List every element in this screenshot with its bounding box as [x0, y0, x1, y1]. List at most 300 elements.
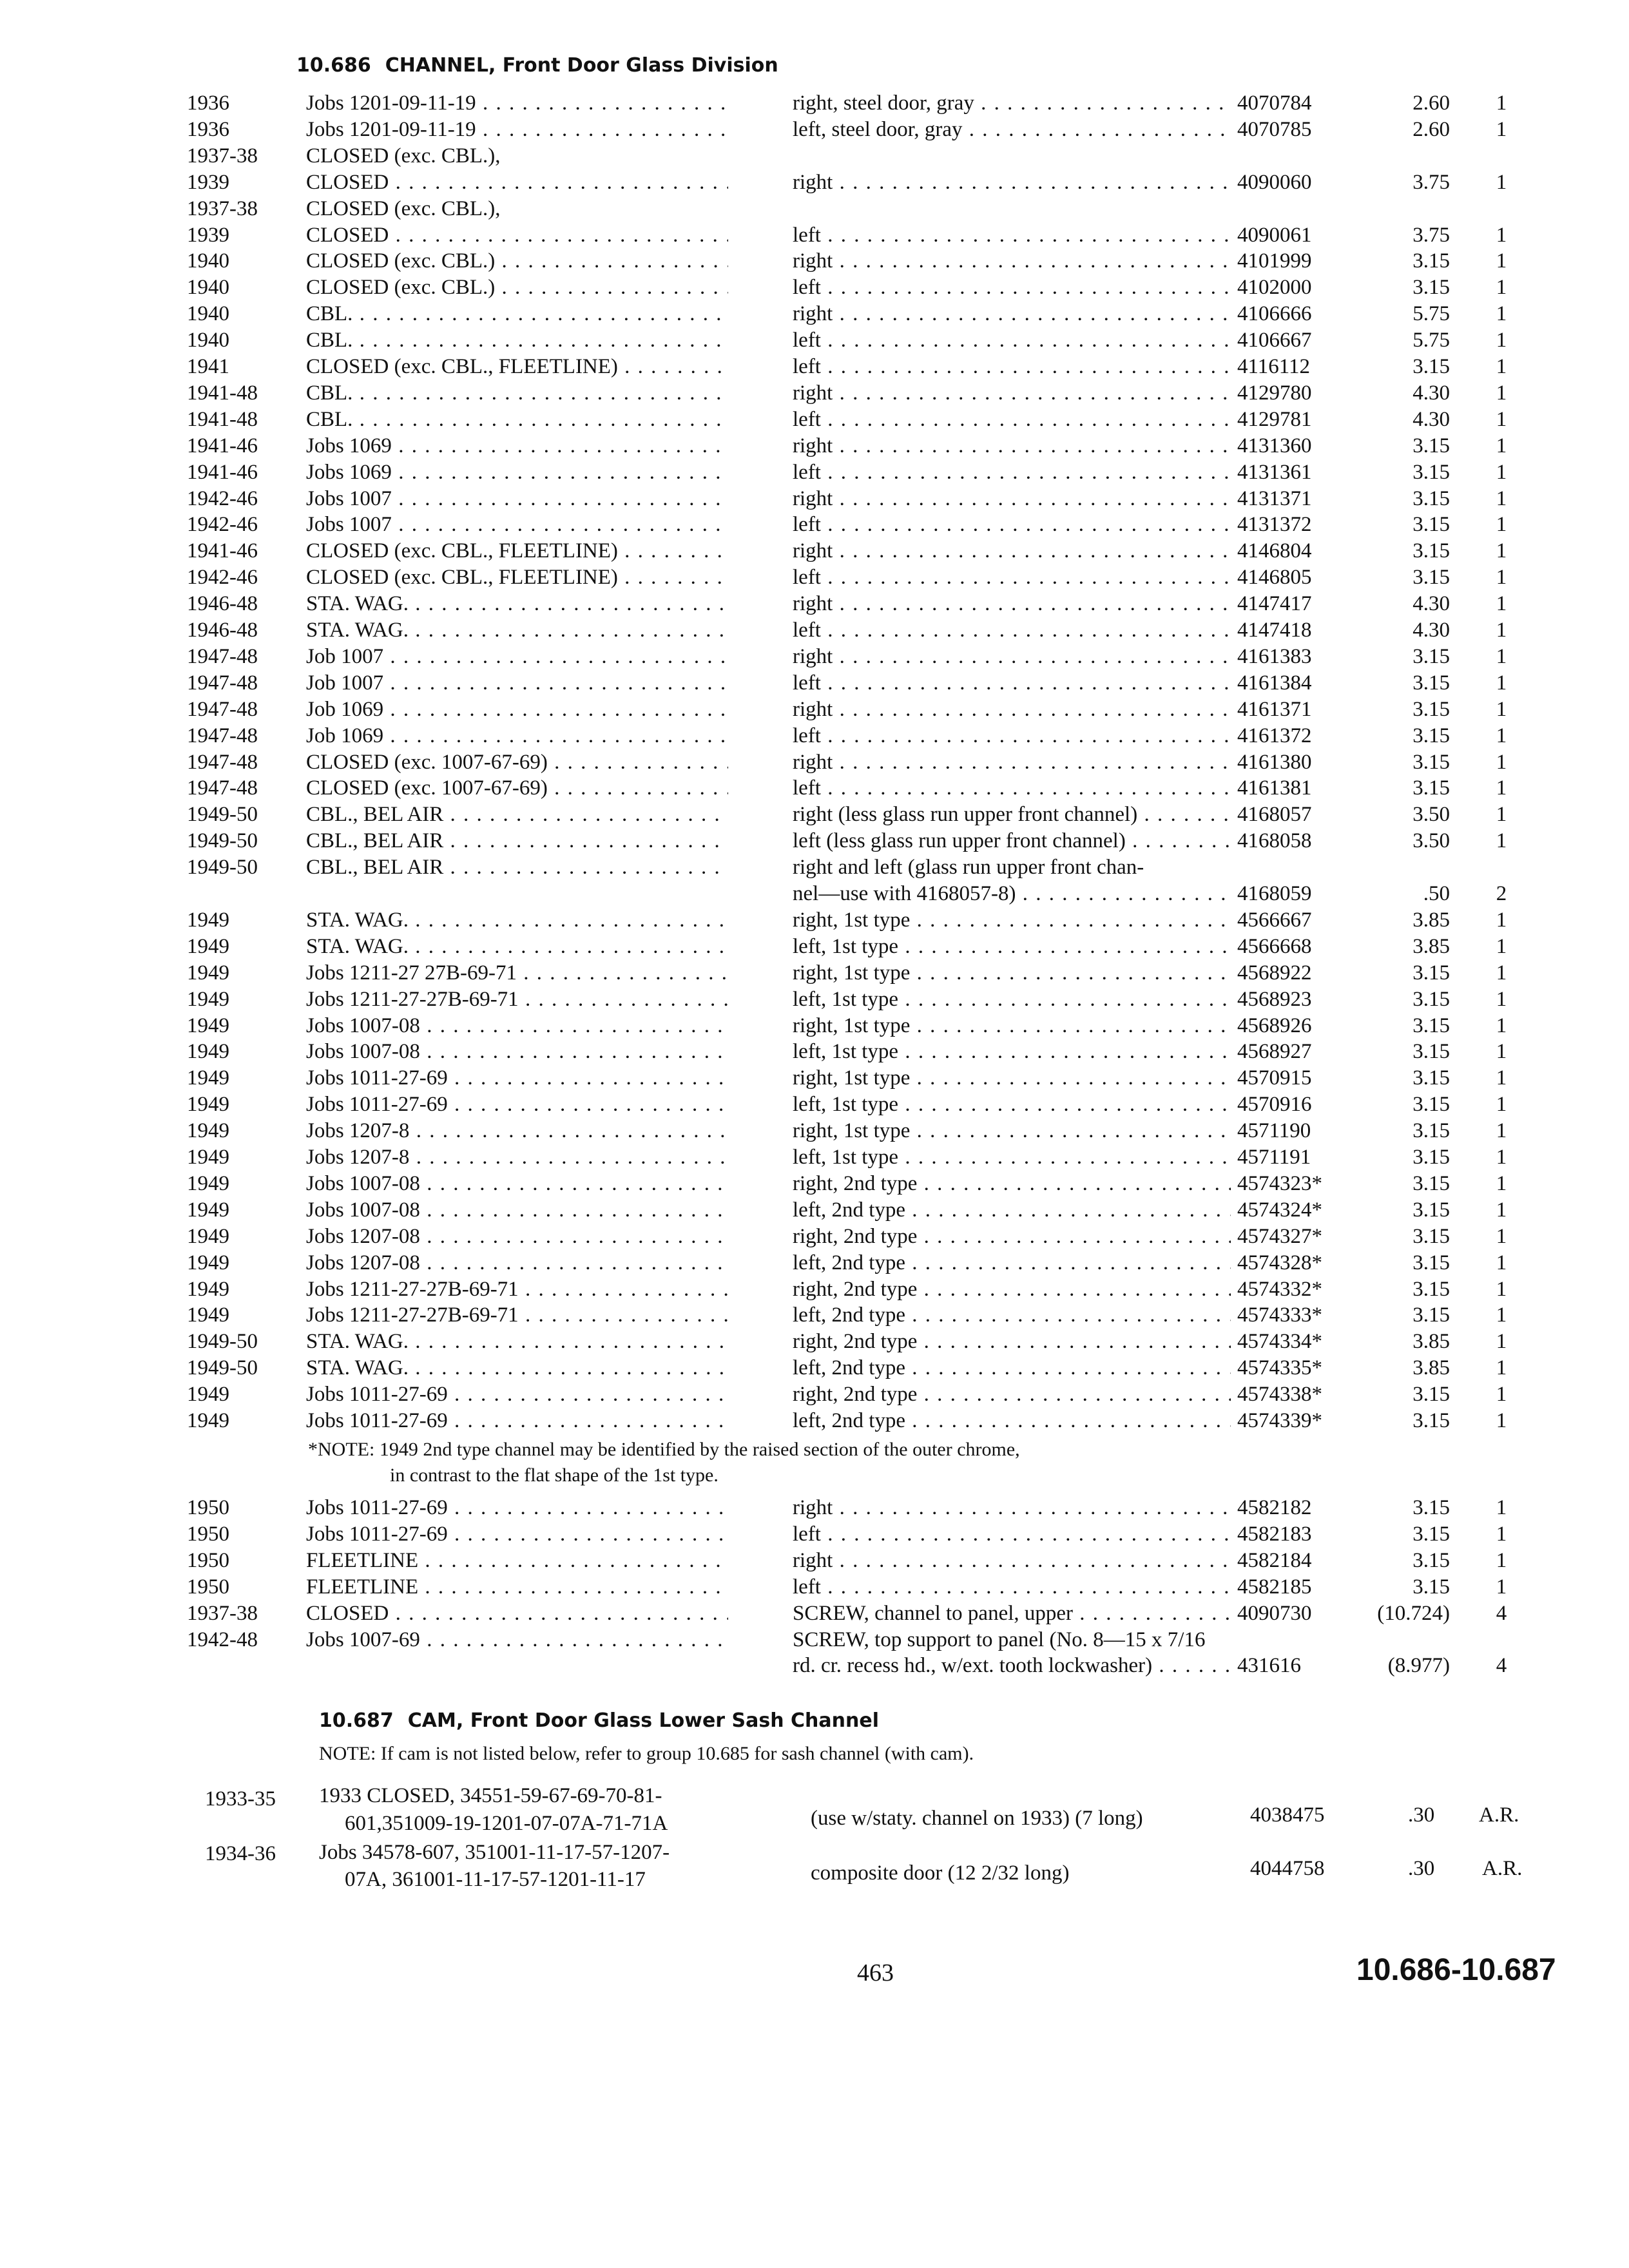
description: right, 2nd type . . .: [793, 1222, 1231, 1251]
description: left, 1st type . . .: [793, 1090, 1231, 1119]
part-number: 4582185: [1237, 1575, 1312, 1599]
year: 1946-48: [187, 619, 258, 642]
year: 1937-38: [187, 144, 258, 168]
year: 1949: [187, 908, 229, 932]
description: left, 1st type . . .: [793, 932, 1231, 961]
quantity: 1: [1496, 644, 1507, 668]
year: 1949: [187, 1066, 229, 1090]
description: left, 2nd type . . .: [793, 1301, 1231, 1329]
year: 1949: [187, 934, 229, 958]
part-number: 4129780: [1237, 381, 1312, 405]
footnote-line-2: in contrast to the flat shape of the 1st type.: [390, 1465, 718, 1486]
table-row: [0, 142, 1629, 170]
table-row: [0, 1249, 1629, 1277]
description: right . . .: [793, 485, 1231, 513]
price: 3.75: [1412, 170, 1450, 194]
year: 1947-48: [187, 724, 258, 747]
description: left, steel door, gray . . .: [793, 115, 1231, 144]
year: 1949: [187, 987, 229, 1011]
year: 1950: [187, 1575, 229, 1599]
table-row: [0, 1064, 1629, 1092]
table-row: [0, 247, 1629, 275]
description: left . . .: [793, 221, 1231, 249]
price: 3.15: [1412, 513, 1450, 537]
table-row: [0, 985, 1629, 1014]
application: Jobs 1007-08 . . .: [306, 1012, 728, 1040]
price: 3.15: [1412, 1575, 1450, 1599]
year: 1949: [187, 961, 229, 985]
application: Jobs 1007-08 . . .: [306, 1037, 728, 1066]
price: 3.85: [1412, 908, 1450, 932]
part-number: 4168058: [1237, 829, 1312, 853]
application: Jobs 1211-27 27B-69-71 . . .: [306, 959, 728, 987]
price: 3.15: [1412, 249, 1450, 273]
part-number: 4574339*: [1237, 1409, 1322, 1432]
price: 3.15: [1412, 1522, 1450, 1546]
table-row: [0, 510, 1629, 539]
year: 1947-48: [187, 671, 258, 695]
price: 4.30: [1412, 619, 1450, 642]
quantity: 1: [1496, 1251, 1507, 1274]
table-row: [0, 326, 1629, 354]
price: 3.15: [1412, 486, 1450, 510]
table-row: [0, 1494, 1629, 1522]
part-number: 4574338*: [1237, 1383, 1322, 1407]
application: CBL. . . .: [306, 379, 728, 407]
table-row: [0, 458, 1629, 486]
year: 1947-48: [187, 697, 258, 721]
table-row: [0, 906, 1629, 934]
description: right . . .: [793, 1546, 1231, 1575]
quantity: 1: [1496, 223, 1507, 247]
description: left, 1st type . . .: [793, 985, 1231, 1014]
description: right, 1st type . . .: [793, 1012, 1231, 1040]
description: left . . .: [793, 722, 1231, 750]
table-row: [0, 932, 1629, 961]
application: Jobs 1011-27-69 . . .: [306, 1090, 728, 1119]
part-number: 4568926: [1237, 1014, 1312, 1037]
application: STA. WAG. . . .: [306, 590, 728, 618]
description: left . . .: [793, 1520, 1231, 1548]
part-number: 4146805: [1237, 566, 1312, 590]
year: 1939: [187, 170, 229, 194]
quantity: 1: [1496, 1277, 1507, 1301]
application: CLOSED (exc. CBL.) . . .: [306, 247, 728, 275]
price: 3.15: [1412, 1119, 1450, 1143]
quantity: 4: [1496, 1601, 1507, 1625]
table-row: [0, 352, 1629, 381]
table-row: [0, 722, 1629, 750]
part-number: 4161384: [1237, 671, 1312, 695]
part-number: 4574328*: [1237, 1251, 1322, 1274]
application: CLOSED (exc. 1007-67-69) . . .: [306, 774, 728, 802]
price: 3.15: [1412, 1224, 1450, 1248]
description: right . . .: [793, 642, 1231, 671]
table-row: [0, 273, 1629, 302]
table-row: [0, 879, 1629, 908]
description: left . . .: [793, 563, 1231, 591]
description: rd. cr. recess hd., w/ext. tooth lockwasher) . . .: [793, 1651, 1231, 1680]
part-number: 4070785: [1237, 117, 1312, 141]
application: CBL., BEL AIR . . .: [306, 800, 728, 829]
part-number: 431616: [1237, 1654, 1301, 1678]
quantity: 1: [1496, 1522, 1507, 1546]
quantity: 1: [1496, 513, 1507, 537]
application-line-2: 07A, 361001-11-17-57-1201-11-17: [345, 1868, 646, 1891]
price: 2.60: [1412, 117, 1450, 141]
table-row: [0, 1090, 1629, 1119]
description: SCREW, top support to panel (No. 8—15 x 7/16: [793, 1628, 1206, 1651]
quantity: 1: [1496, 592, 1507, 616]
description: right, 1st type . . .: [793, 1117, 1231, 1145]
price: 3.15: [1412, 1198, 1450, 1222]
table-row: [0, 1651, 1629, 1680]
table-row: [0, 537, 1629, 565]
price: 3.15: [1412, 671, 1450, 695]
description: composite door (12 2/32 long): [811, 1861, 1070, 1885]
table-row: [0, 669, 1629, 697]
price: 3.15: [1412, 1548, 1450, 1572]
quantity: 1: [1496, 276, 1507, 300]
description: left . . .: [793, 352, 1231, 381]
application-line-2: 601,351009-19-1201-07-07A-71-71A: [345, 1812, 668, 1835]
year: 1949: [187, 1093, 229, 1117]
description: left, 1st type . . .: [793, 1143, 1231, 1171]
application: Jobs 1007 . . .: [306, 485, 728, 513]
application: Job 1007 . . .: [306, 642, 728, 671]
table-row: [0, 1301, 1629, 1329]
quantity: 1: [1496, 1409, 1507, 1432]
price: 3.15: [1412, 1066, 1450, 1090]
price: 3.85: [1412, 934, 1450, 958]
part-number: 4582184: [1237, 1548, 1312, 1572]
description: left, 2nd type . . .: [793, 1196, 1231, 1224]
price: 2.60: [1412, 91, 1450, 115]
quantity: 1: [1496, 829, 1507, 853]
description: left . . .: [793, 458, 1231, 486]
part-number: 4090061: [1237, 223, 1312, 247]
quantity: 1: [1496, 1040, 1507, 1064]
price: 3.15: [1412, 1409, 1450, 1432]
price: 3.15: [1412, 434, 1450, 457]
part-number: 4571190: [1237, 1119, 1311, 1143]
price: 3.15: [1412, 1496, 1450, 1519]
quantity: 1: [1496, 1383, 1507, 1407]
quantity: 1: [1496, 776, 1507, 800]
table-row: [0, 1143, 1629, 1171]
year: 1936: [187, 91, 229, 115]
quantity: 1: [1496, 1330, 1507, 1354]
price: 3.15: [1412, 776, 1450, 800]
year: 1934-36: [205, 1842, 276, 1865]
table-row: [0, 300, 1629, 328]
year: 1949: [187, 1251, 229, 1274]
quantity: 1: [1496, 249, 1507, 273]
application: Jobs 1011-27-69 . . .: [306, 1407, 728, 1435]
price: 3.15: [1412, 961, 1450, 985]
price: 3.50: [1412, 829, 1450, 853]
description: right, 2nd type . . .: [793, 1275, 1231, 1303]
part-number: 4168059: [1237, 882, 1312, 905]
part-number: 4131371: [1237, 486, 1312, 510]
quantity: 1: [1496, 407, 1507, 431]
description: left, 2nd type . . .: [793, 1249, 1231, 1277]
description: left . . .: [793, 273, 1231, 302]
table-row: [0, 1354, 1629, 1382]
year: 1933-35: [205, 1787, 276, 1811]
table-row: [0, 1626, 1629, 1654]
part-number: 4582183: [1237, 1522, 1312, 1546]
price: (10.724): [1377, 1601, 1450, 1625]
quantity: 1: [1496, 1198, 1507, 1222]
part-number: 4566668: [1237, 934, 1312, 958]
part-number: 4582182: [1237, 1496, 1312, 1519]
description: right . . .: [793, 748, 1231, 776]
price: 3.15: [1412, 1093, 1450, 1117]
year: 1946-48: [187, 592, 258, 616]
quantity: 1: [1496, 1014, 1507, 1037]
part-number: 4161380: [1237, 750, 1312, 774]
part-number: 4161372: [1237, 724, 1312, 747]
description: right (less glass run upper front channel) . . .: [793, 800, 1231, 829]
application: CLOSED (exc. CBL., FLEETLINE) . . .: [306, 537, 728, 565]
description: nel—use with 4168057-8) . . .: [793, 879, 1231, 908]
table-row: [0, 89, 1629, 117]
description: right . . .: [793, 537, 1231, 565]
year: 1942-46: [187, 513, 258, 537]
part-number: 4038475: [1250, 1803, 1325, 1827]
year: 1937-38: [187, 197, 258, 220]
application: CLOSED (exc. CBL., FLEETLINE) . . .: [306, 563, 728, 591]
table-row: [0, 1037, 1629, 1066]
year: 1949: [187, 1224, 229, 1248]
year: 1941-48: [187, 381, 258, 405]
application: STA. WAG. . . .: [306, 906, 728, 934]
quantity: 4: [1496, 1654, 1507, 1678]
year: 1949: [187, 1383, 229, 1407]
price: 3.15: [1412, 566, 1450, 590]
application: Jobs 1069 . . .: [306, 458, 728, 486]
description: left, 1st type . . .: [793, 1037, 1231, 1066]
price: 3.75: [1412, 223, 1450, 247]
price: 3.15: [1412, 1014, 1450, 1037]
year: 1947-48: [187, 644, 258, 668]
price: 5.75: [1412, 329, 1450, 352]
table-row: [0, 695, 1629, 724]
part-number: 4161371: [1237, 697, 1312, 721]
quantity: A.R.: [1482, 1857, 1523, 1880]
application: CLOSED (exc. CBL.) . . .: [306, 273, 728, 302]
year: 1949-50: [187, 829, 258, 853]
quantity: 1: [1496, 697, 1507, 721]
application: Jobs 1207-8 . . .: [306, 1117, 728, 1145]
price: 3.15: [1412, 750, 1450, 774]
quantity: 1: [1496, 987, 1507, 1011]
year: 1941: [187, 355, 229, 378]
price: 3.15: [1412, 987, 1450, 1011]
year: 1940: [187, 249, 229, 273]
price: 3.50: [1412, 803, 1450, 827]
description: right . . .: [793, 247, 1231, 275]
year: 1949: [187, 1303, 229, 1327]
year: 1949: [187, 1146, 229, 1169]
table-row: [0, 432, 1629, 460]
description: right, 1st type . . .: [793, 1064, 1231, 1092]
quantity: 1: [1496, 1146, 1507, 1169]
table-row: [0, 1599, 1629, 1628]
year: 1950: [187, 1548, 229, 1572]
price: .30: [1408, 1857, 1435, 1880]
description: left . . .: [793, 510, 1231, 539]
year: 1941-48: [187, 407, 258, 431]
description: left . . .: [793, 616, 1231, 644]
quantity: 1: [1496, 619, 1507, 642]
price: 3.85: [1412, 1356, 1450, 1380]
year: 1949: [187, 1198, 229, 1222]
table-row: [0, 168, 1629, 197]
footnote-line-1: *NOTE: 1949 2nd type channel may be identified by the raised section of the outer chrome,: [308, 1439, 1020, 1460]
part-number: 4147418: [1237, 619, 1312, 642]
year: 1949-50: [187, 803, 258, 827]
application: FLEETLINE . . .: [306, 1573, 728, 1601]
part-number: 4090060: [1237, 170, 1312, 194]
table-row: [0, 115, 1629, 144]
part-number: 4574335*: [1237, 1356, 1322, 1380]
quantity: 1: [1496, 91, 1507, 115]
price: 3.15: [1412, 1277, 1450, 1301]
description: right . . .: [793, 695, 1231, 724]
table-row: [0, 959, 1629, 987]
table-row: [0, 1196, 1629, 1224]
description: right . . .: [793, 168, 1231, 197]
quantity: 1: [1496, 803, 1507, 827]
quantity: 1: [1496, 329, 1507, 352]
year: 1936: [187, 117, 229, 141]
application: CBL. . . .: [306, 300, 728, 328]
table-row: [0, 1117, 1629, 1145]
application: Jobs 1011-27-69 . . .: [306, 1520, 728, 1548]
table-row: [0, 827, 1629, 855]
year: 1941-46: [187, 460, 258, 484]
price: 3.15: [1412, 460, 1450, 484]
description: left, 2nd type . . .: [793, 1407, 1231, 1435]
price: 5.75: [1412, 302, 1450, 326]
part-number: 4147417: [1237, 592, 1312, 616]
description: left . . .: [793, 326, 1231, 354]
price: 3.15: [1412, 1251, 1450, 1274]
application: CLOSED (exc. 1007-67-69) . . .: [306, 748, 728, 776]
quantity: 1: [1496, 908, 1507, 932]
table-row: [0, 379, 1629, 407]
year: 1942-46: [187, 566, 258, 590]
description: (use w/staty. channel on 1933) (7 long): [811, 1807, 1143, 1830]
application-line-1: Jobs 34578-607, 351001-11-17-57-1207-: [319, 1841, 670, 1864]
table-row: [0, 1546, 1629, 1575]
year: 1941-46: [187, 434, 258, 457]
part-number: 4116112: [1237, 355, 1311, 378]
description: left . . .: [793, 1573, 1231, 1601]
table-row: [0, 590, 1629, 618]
quantity: 1: [1496, 486, 1507, 510]
year: 1947-48: [187, 750, 258, 774]
section-heading: CAM, Front Door Glass Lower Sash Channel: [407, 1709, 880, 1732]
price: 3.15: [1412, 539, 1450, 563]
description: right . . .: [793, 432, 1231, 460]
quantity: 1: [1496, 1356, 1507, 1380]
year: 1950: [187, 1496, 229, 1519]
price: .50: [1423, 882, 1450, 905]
table-row: [0, 221, 1629, 249]
year: 1949: [187, 1040, 229, 1064]
price: (8.977): [1387, 1654, 1450, 1678]
part-number: 4131360: [1237, 434, 1312, 457]
part-number: 4568923: [1237, 987, 1312, 1011]
price: .30: [1408, 1803, 1435, 1827]
application: STA. WAG. . . .: [306, 1327, 728, 1356]
year: 1949: [187, 1014, 229, 1037]
table-row: [0, 1380, 1629, 1408]
part-number: 4131361: [1237, 460, 1312, 484]
table-row: [0, 774, 1629, 802]
year: 1940: [187, 276, 229, 300]
quantity: 1: [1496, 566, 1507, 590]
page-number: 463: [857, 1959, 894, 1986]
description: left . . .: [793, 405, 1231, 434]
section-10686-title: [296, 54, 778, 77]
year: 1940: [187, 329, 229, 352]
application: STA. WAG. . . .: [306, 932, 728, 961]
part-number: 4101999: [1237, 249, 1312, 273]
quantity: 1: [1496, 355, 1507, 378]
description: SCREW, channel to panel, upper . . .: [793, 1599, 1231, 1628]
application: Jobs 1069 . . .: [306, 432, 728, 460]
application: Jobs 1207-8 . . .: [306, 1143, 728, 1171]
part-number: 4570916: [1237, 1093, 1312, 1117]
table-row: [0, 563, 1629, 591]
description: right . . .: [793, 1494, 1231, 1522]
quantity: 1: [1496, 1496, 1507, 1519]
price: 3.15: [1412, 1383, 1450, 1407]
year: 1949-50: [187, 1330, 258, 1354]
part-number: 4102000: [1237, 276, 1312, 300]
part-number: 4090730: [1237, 1601, 1312, 1625]
description: left . . .: [793, 669, 1231, 697]
year: 1940: [187, 302, 229, 326]
quantity: 1: [1496, 934, 1507, 958]
quantity: 1: [1496, 1224, 1507, 1248]
year: 1937-38: [187, 1601, 258, 1625]
price: 3.15: [1412, 1146, 1450, 1169]
description: right, 2nd type . . .: [793, 1327, 1231, 1356]
group-reference: 10.686-10.687: [1356, 1953, 1556, 1987]
table-row: [0, 800, 1629, 829]
year: 1949: [187, 1119, 229, 1143]
price: 4.30: [1412, 592, 1450, 616]
application: CLOSED (exc. CBL.),: [306, 197, 501, 220]
quantity: 1: [1496, 302, 1507, 326]
application: Job 1069 . . .: [306, 695, 728, 724]
price: 4.30: [1412, 381, 1450, 405]
year: 1949: [187, 1409, 229, 1432]
part-number: 4044758: [1250, 1857, 1325, 1880]
table-row: [0, 485, 1629, 513]
application: Jobs 1011-27-69 . . .: [306, 1494, 728, 1522]
quantity: 1: [1496, 381, 1507, 405]
year: 1950: [187, 1522, 229, 1546]
quantity: 1: [1496, 724, 1507, 747]
table-row: [0, 195, 1629, 223]
table-row: [0, 616, 1629, 644]
